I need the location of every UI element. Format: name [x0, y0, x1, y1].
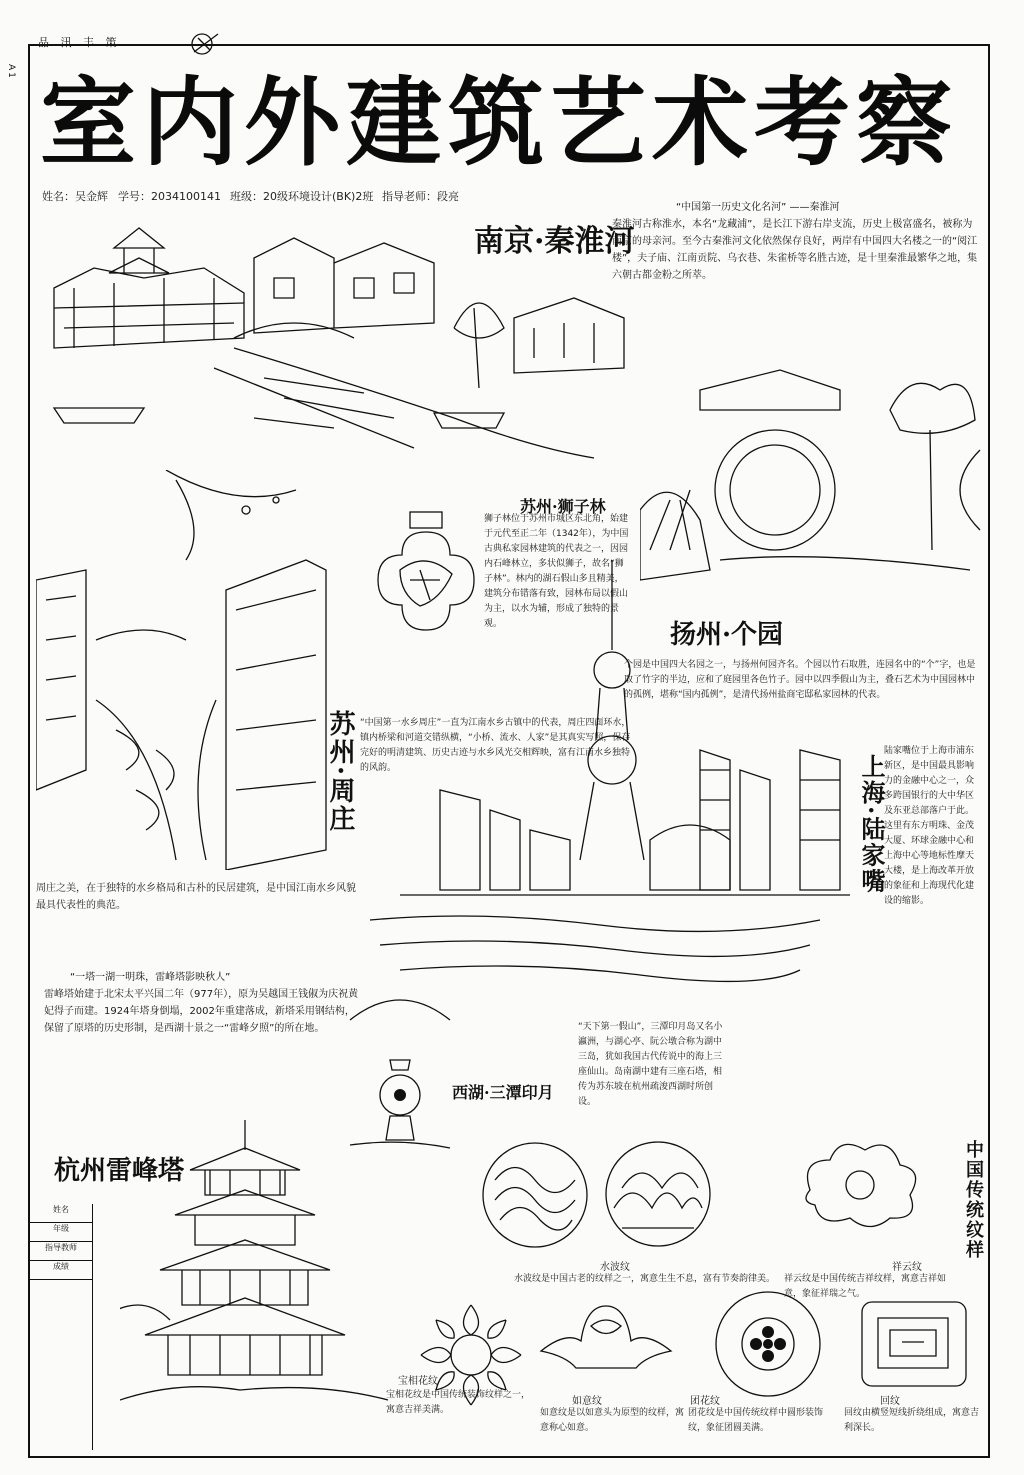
leifeng-intro: “一塔一湖一明珠，雷峰塔影映秋人” [70, 972, 231, 983]
pattern-label-baoxiang: 宝相花纹 [398, 1376, 438, 1387]
footer-cell-grade: 年级 [30, 1223, 92, 1242]
santan-stone-lantern-sketch [330, 990, 470, 1160]
pattern-label-tuanhua: 团花纹 [690, 1396, 720, 1407]
cloud-pattern [790, 1130, 930, 1240]
water-wave-pattern-a [480, 1140, 590, 1250]
main-title: 室内外建筑艺术考察 [40, 66, 958, 179]
footer-cell-teacher: 指导教师 [30, 1242, 92, 1261]
pattern-label-hui: 回纹 [880, 1396, 900, 1407]
pattern-label-water: 水波纹 [600, 1262, 630, 1273]
pattern-label-ruyi: 如意纹 [572, 1396, 602, 1407]
patterns-title: 中国传统纹样 [963, 1140, 984, 1260]
pattern-caption-hui: 回纹由横竖短线折绕组成，寓意吉利深长。 [844, 1408, 980, 1433]
leifeng-text: 雷峰塔始建于北宋太平兴国二年（977年），原为吴越国王钱俶为庆祝黄妃得子而建。1924年塔身倒塌，2002年重建落成，新塔采用钢结构，保留了原塔的历史形制，是西湖十景之一“雷峰夕照”的所在地。 [44, 989, 359, 1034]
shanghai-title: 上海·陆家嘴 [857, 754, 886, 895]
ruyi-pattern [536, 1296, 676, 1386]
pattern-caption-baoxiang: 宝相花纹是中国传统装饰纹样之一，寓意吉祥美满。 [386, 1390, 531, 1415]
header-label: 品 汛 丰 策 [38, 36, 121, 49]
tuanhua-pattern [712, 1288, 824, 1400]
pattern-caption-tuanhua: 团花纹是中国传统纹样中圆形装饰纹，象征团圆美满。 [688, 1408, 824, 1433]
info-teacher: 指导老师：段亮 [382, 190, 459, 203]
zhouzhuang-text: “中国第一水乡周庄”一直为江南水乡古镇中的代表，周庄四面环水，镇内桥梁和河道交错纵横，“小桥、流水、人家”是其真实写照，保存完好的明清建筑、历史古迹与水乡风光交相辉映，富有江南水乡独特的风韵。 [360, 718, 631, 773]
side-mark: A1 [6, 64, 16, 80]
xihu-title: 西湖·三潭印月 [452, 1083, 554, 1102]
info-name: 姓名：吴金辉 [42, 190, 108, 203]
hui-pattern [858, 1298, 970, 1390]
nanjing-intro: “中国第一历史文化名河” ——秦淮河 [676, 202, 840, 213]
lion-grove-title: 苏州·狮子林 [520, 497, 606, 516]
zhouzhuang-note: 周庄之美，在于独特的水乡格局和古朴的民居建筑，是中国江南水乡风貌最具代表性的典范。 [36, 883, 356, 911]
leifeng-pagoda-sketch [120, 1120, 390, 1420]
shanghai-text: 陆家嘴位于上海市浦东新区，是中国最具影响力的金融中心之一，众多跨国银行的大中华区及东亚总部落户于此。这里有东方明珠、金茂大厦、环球金融中心和上海中心等地标性摩天大楼，是上海改革开放的象征和上海现代化建设的缩影。 [884, 746, 975, 906]
footer-table [30, 1204, 93, 1450]
water-wave-pattern-b [602, 1138, 714, 1250]
yangzhou-title: 扬州·个园 [670, 620, 784, 650]
nanjing-text: 秦淮河古称淮水，本名“龙藏浦”，是长江下游右岸支流，历史上极富盛名，被称为南京的母亲河。至今古秦淮河文化依然保存良好，两岸有中国四大名楼之一的“阅江楼”，夫子庙、江南贡院、乌衣巷、朱雀桥等名胜古迹，是十里秦淮最繁华之地，集六朝古都金粉之所萃。 [612, 219, 978, 281]
lion-grove-text: 狮子林位于苏州市城区东北角，始建于元代至正二年（1342年），为中国古典私家园林建筑的代表之一，因园内石峰林立，多状似狮子，故名“狮子林”。林内的湖石假山多且精美，建筑分布错落有致，园林布局以假山为主，以水为辅，形成了独特的景观。 [484, 514, 629, 629]
leifeng-title: 杭州雷峰塔 [54, 1156, 185, 1186]
zhouzhuang-title: 苏州·周庄 [325, 710, 355, 834]
footer-cell-score: 成绩 [30, 1261, 92, 1280]
pattern-caption-cloud: 祥云纹是中国传统吉祥纹样，寓意吉祥如意，象征祥瑞之气。 [784, 1274, 947, 1299]
pattern-caption-ruyi: 如意纹是以如意头为原型的纹样，寓意称心如意。 [540, 1408, 685, 1433]
info-student-id: 学号：2034100141 [118, 190, 221, 203]
footer-cell-name: 姓名 [30, 1204, 92, 1223]
yangzhou-text: 个园是中国四大名园之一，与扬州何园齐名。个园以竹石取胜，连园名中的“个”字，也是取了竹字的半边，应和了庭园里各色竹子。园中以四季假山为主，叠石艺术为中国园林中的孤例，堪称“国内孤例”，是清代扬州盐商宅邸私家园林的代表。 [624, 660, 976, 700]
pattern-label-cloud: 祥云纹 [892, 1262, 922, 1273]
zhouzhuang-sketch [36, 470, 356, 870]
xihu-text: “天下第一假山”，三潭印月岛又名小瀛洲，与湖心亭、阮公墩合称为湖中三岛，犹如我国古代传说中的海上三座仙山。岛南湖中建有三座石塔，相传为苏东坡在杭州疏浚西湖时所创设。 [578, 1022, 723, 1107]
info-class: 班级：20级环境设计(BK)2班 [230, 190, 374, 203]
nanjing-title: 南京·秦淮河 [474, 224, 635, 259]
huangpu-river-sketch [360, 900, 830, 1000]
garden-moongate-sketch [640, 350, 985, 590]
pattern-caption-water: 水波纹是中国古老的纹样之一，寓意生生不息，富有节奏韵律美。 [514, 1274, 776, 1284]
